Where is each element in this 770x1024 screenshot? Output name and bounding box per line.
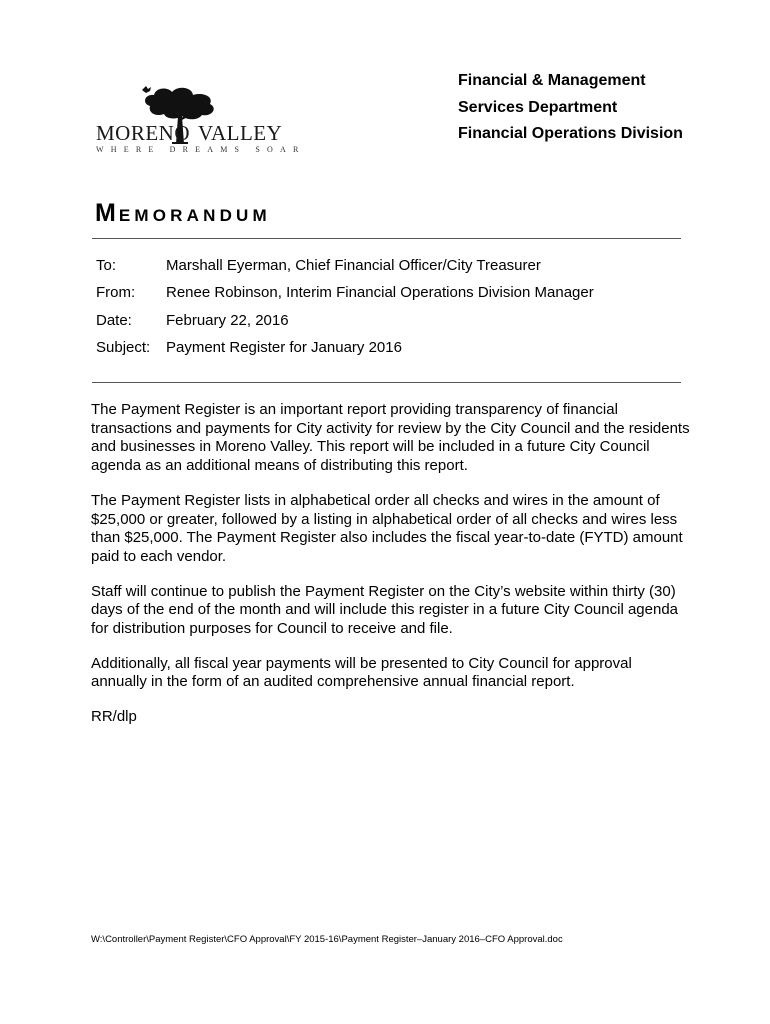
memo-title-rest: EMORANDUM	[118, 206, 271, 225]
date-value: February 22, 2016	[166, 312, 289, 329]
from-value: Renee Robinson, Interim Financial Operations Division Manager	[166, 284, 594, 301]
from-label: From:	[96, 284, 136, 301]
memo-title-initial: M	[95, 199, 119, 227]
logo-tagline: WHERE DREAMS SOAR	[96, 145, 306, 154]
logo-word-moreno: MORENO	[96, 121, 191, 145]
date-label: Date:	[96, 312, 132, 329]
moreno-valley-logo	[92, 78, 306, 158]
department-line-1: Financial & Management	[458, 72, 646, 89]
paragraph-4: Additionally, all fiscal year payments will be presented to City Council for approval annually in the form of an audited comprehensive annual financial report.	[91, 654, 632, 691]
bottom-divider	[92, 382, 681, 383]
department-line-2: Services Department	[458, 98, 618, 116]
paragraph-2: The Payment Register lists in alphabetical order all checks and wires in the amount of $25,000 or greater, followed by a listing in alphabetical order of all checks and wires less than $25,000. The Payment Register also includes the fiscal year-to-date (FYTD) amount paid to each vendor.	[91, 491, 683, 565]
to-value: Marshall Eyerman, Chief Financial Officer/City Treasurer	[166, 257, 541, 274]
subject-value: Payment Register for January 2016	[166, 339, 402, 356]
department-heading	[458, 68, 683, 148]
file-path-footer: W:\Controller\Payment Register\CFO Approval\FY 2015-16\Payment Register–January 2016–CFO Approval.doc	[91, 934, 563, 945]
subject-label: Subject:	[96, 339, 151, 356]
memo-title	[95, 199, 271, 228]
logo-word-valley: VALLEY	[198, 121, 283, 145]
paragraph-1: The Payment Register is an important report providing transparency of financial transactions and payments for City activity for review by the City Council and the residents and businesses in Moreno Valley. This report will be included in a future City Council agenda as an additional means of distributing this report.	[91, 401, 690, 475]
memo-body	[91, 401, 691, 743]
department-line-3: Financial Operations Division	[458, 125, 683, 142]
initials: RR/dlp	[91, 708, 137, 726]
to-label: To:	[96, 257, 117, 274]
paragraph-3: Staff will continue to publish the Payment Register on the City’s website within thirty (30) days of the end of the month and will include this register in a future City Council agenda for distribution purposes for Council to receive and file.	[91, 582, 679, 638]
top-divider	[92, 238, 681, 239]
